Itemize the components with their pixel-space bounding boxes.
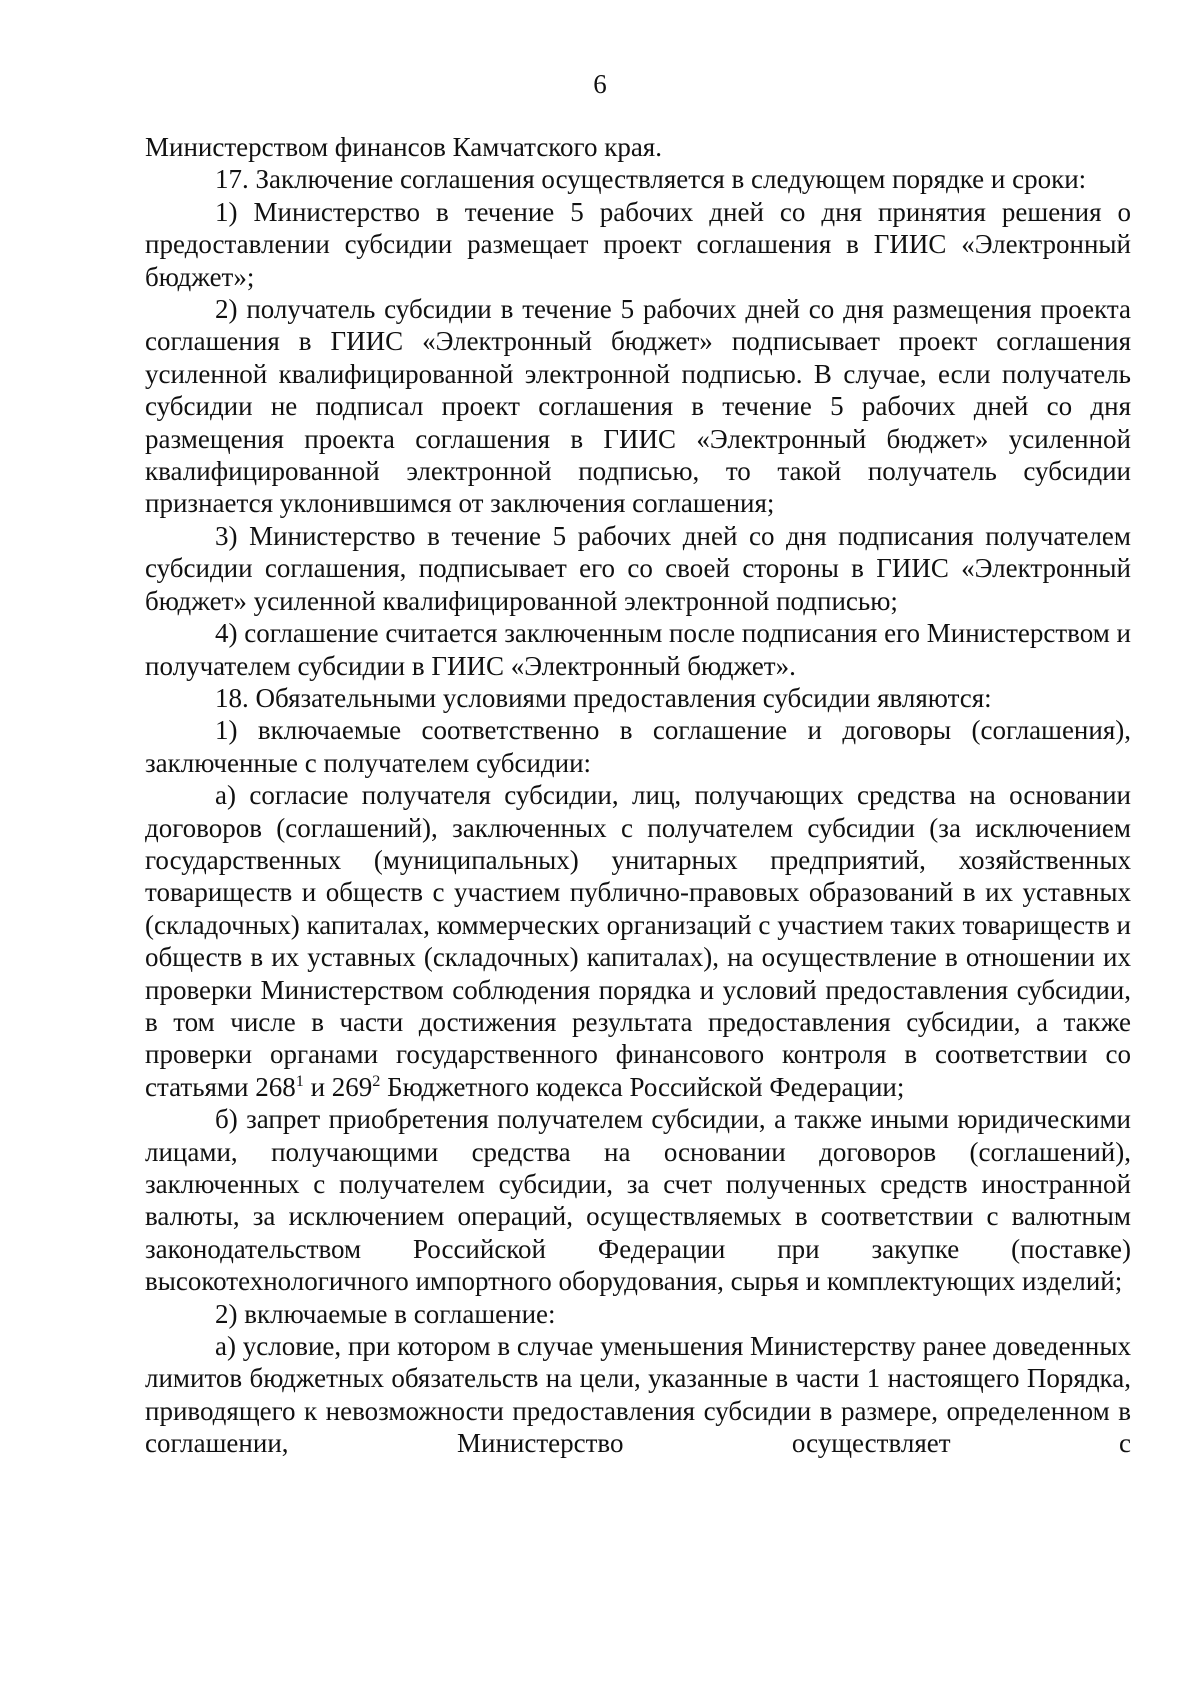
paragraph-18-item-1: 1) включаемые соответственно в соглашение и договоры (соглашения), заключенные с получателем субсидии: xyxy=(145,715,1131,778)
paragraph-18-item-1-a-end: Бюджетного кодекса Российской Федерации; xyxy=(380,1071,905,1102)
paragraph-continuation: Министерством финансов Камчатского края. xyxy=(145,132,662,162)
paragraph-18-item-1-b: б) запрет приобретения получателем субсидии, а также иными юридическими лицами, получающими средства на основании договоров (соглашений), заключенных с получателем субсидии, за счет полученных средств иностранной валюты, за исключением операций, осуществляемых в соответствии с валютным законодательством Российской Федерации при закупке (поставке) высокотехнологичного импортного оборудования, сырья и комплектующих изделий; xyxy=(145,1104,1131,1297)
paragraph-17-item-1: 1) Министерство в течение 5 рабочих дней со дня принятия решения о предоставлении субсидии размещает проект соглашения в ГИИС «Электронный бюджет»; xyxy=(145,196,1131,292)
paragraph-18-item-1-a-text: а) согласие получателя субсидии, лиц, получающих средства на основании договоров (соглашений), заключенных с получателем субсидии (за исключением государственных (муниципальных) унитарных предприятий, хозяйственных товариществ и обществ с участием публично-правовых образований в их уставных (складочных) капиталах, коммерческих организаций с участием таких товариществ и обществ в их уставных (складочных) капиталах), на осуществление в отношении их проверки Министерством соблюдения порядка и условий предоставления субсидии, в том числе в части достижения результата предоставления субсидии, а также проверки органами государственного финансового контроля в соответствии со статьями 268 xyxy=(145,780,1131,1102)
paragraph-clause-17: 17. Заключение соглашения осуществляется в следующем порядке и сроки: xyxy=(215,164,1087,195)
paragraph-clause-18: 18. Обязательными условиями предоставления субсидии являются: xyxy=(215,682,992,713)
paragraph-17-item-3: 3) Министерство в течение 5 рабочих дней со дня подписания получателем субсидии соглашения, подписывает его со своей стороны в ГИИС «Электронный бюджет» усиленной квалифицированной электронной подписью; xyxy=(145,520,1131,616)
paragraph-17-item-2: 2) получатель субсидии в течение 5 рабочих дней со дня размещения проекта соглашения в ГИИС «Электронный бюджет» подписывает проект соглашения усиленной квалифицированной электронной подписью. В случае, если получатель субсидии не подписал проект соглашения в течение 5 рабочих дней со дня размещения проекта соглашения в ГИИС «Электронный бюджет» усиленной квалифицированной электронной подписью, то такой получатель субсидии признается уклонившимся от заключения соглашения; xyxy=(145,294,1131,519)
paragraph-18-item-1-a-between: и 269 xyxy=(303,1071,373,1102)
paragraph-17-item-4: 4) соглашение считается заключенным после подписания его Министерством и получателем субсидии в ГИИС «Электронный бюджет». xyxy=(145,618,1131,681)
superscript-2: 2 xyxy=(372,1071,381,1090)
superscript-1: 1 xyxy=(295,1071,304,1090)
paragraph-18-item-2: 2) включаемые в соглашение: xyxy=(215,1298,556,1329)
document-body xyxy=(145,131,1131,1460)
paragraph-18-item-2-a: а) условие, при котором в случае уменьшения Министерству ранее доведенных лимитов бюджетных обязательств на цели, указанные в части 1 настоящего Порядка, приводящего к невозможности предоставления субсидии в размере, определенном в соглашении, Министерство осуществляет с xyxy=(145,1331,1131,1459)
paragraph-18-item-1-a xyxy=(145,779,1131,1103)
page-number: 6 xyxy=(593,69,607,99)
